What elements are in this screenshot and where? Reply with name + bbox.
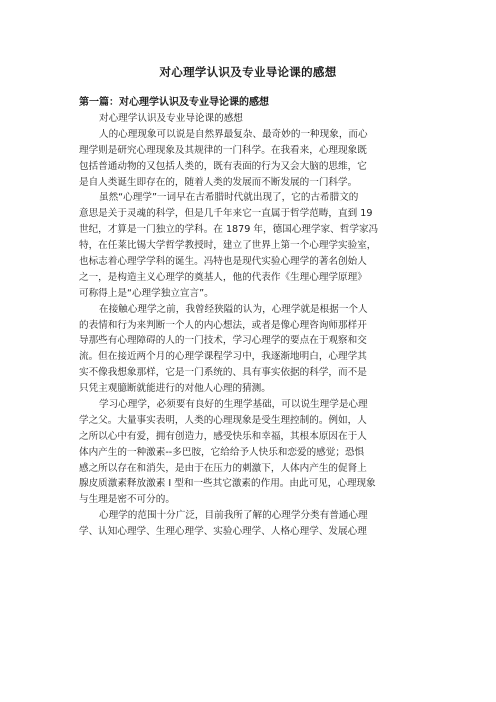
text-line: 学习心理学，必须要有良好的生理学基础，可以说生理学是心理	[99, 399, 368, 411]
text-line: 心理学的范围十分广泛，目前我所了解的心理学分类有普通心理	[99, 510, 368, 522]
text-line: 特，在任莱比锡大学哲学教授时，建立了世界上第一个心理学实验室，	[79, 240, 377, 252]
text-line: 在接触心理学之前，我曾经狭隘的认为，心理学就是根据一个人	[99, 303, 368, 315]
text-line: 理学则是研究心理现象及其规律的一门科学。在我看来，心理现象既	[79, 144, 367, 156]
text-line: 腺皮质激素释放激素 I 型和一些其它激素的作用。由此可见，心理现象	[79, 478, 376, 490]
text-line: 也标志着心理学学科的诞生。冯特也是现代实验心理学的著名创始人	[79, 256, 367, 268]
text-line: 导那些有心理障碍的人的一门技术，学习心理学的要点在于观察和交	[79, 335, 367, 347]
text-line: 流。但在接近两个月的心理学课程学习中，我逐渐地明白，心理学其	[79, 351, 367, 363]
text-line: 包括普通动物的又包括人类的，既有表面的行为又会大脑的思维，它	[79, 160, 367, 172]
text-line: 只凭主观臆断就能进行的对他人心理的猜测。	[79, 383, 271, 395]
document-title: 对心理学认识及专业导论课的感想	[159, 65, 337, 79]
text-line: 可称得上是“心理学独立宣言”。	[79, 287, 214, 299]
text-line: 世纪，才算是一门独立的学科。在 1879 年，德国心理学家、哲学家冯	[79, 224, 379, 236]
text-line: 感之所以存在和消失，是由于在压力的刺激下，人体内产生的促肾上	[79, 462, 367, 474]
section-heading: 第一篇：对心理学认识及专业导论课的感想	[79, 97, 269, 108]
text-line: 之所以心中有爱，拥有创造力，感受快乐和幸福，其根本原因在于人	[79, 430, 367, 442]
text-line: 人的心理现象可以说是自然界最复杂、最奇妙的一种现象，而心	[99, 128, 368, 140]
text-line: 学、认知心理学、生理心理学、实验心理学、人格心理学、发展心理	[79, 526, 367, 538]
text-line: 虽然“心理学”一词早在古希腊时代就出现了，它的古希腊文的	[99, 192, 359, 204]
text-line: 之一，是构造主义心理学的奠基人，他的代表作《生理心理学原理》	[79, 271, 367, 283]
text-line: 对心理学认识及专业导论课的感想	[99, 113, 243, 124]
text-line: 实不像我想象那样，它是一门系统的、具有事实依据的科学，而不是	[79, 367, 367, 379]
text-line: 是自人类诞生即存在的，随着人类的发展而不断发展的一门科学。	[79, 176, 358, 188]
text-line: 意思是关于灵魂的科学，但是几千年来它一直属于哲学范畴，直到 19	[79, 208, 373, 220]
text-line: 体内产生的一种激素--多巴胺，它给给予人快乐和恋爱的感觉；恐惧	[79, 446, 365, 458]
text-line: 学之父。大量事实表明，人类的心理现象是受生理控制的。例如，人	[79, 414, 367, 426]
document-body	[79, 111, 423, 540]
text-line: 的表情和行为来判断一个人的内心想法，或者是像心理咨询师那样开	[79, 319, 367, 331]
text-line: 与生理是密不可分的。	[79, 494, 175, 506]
